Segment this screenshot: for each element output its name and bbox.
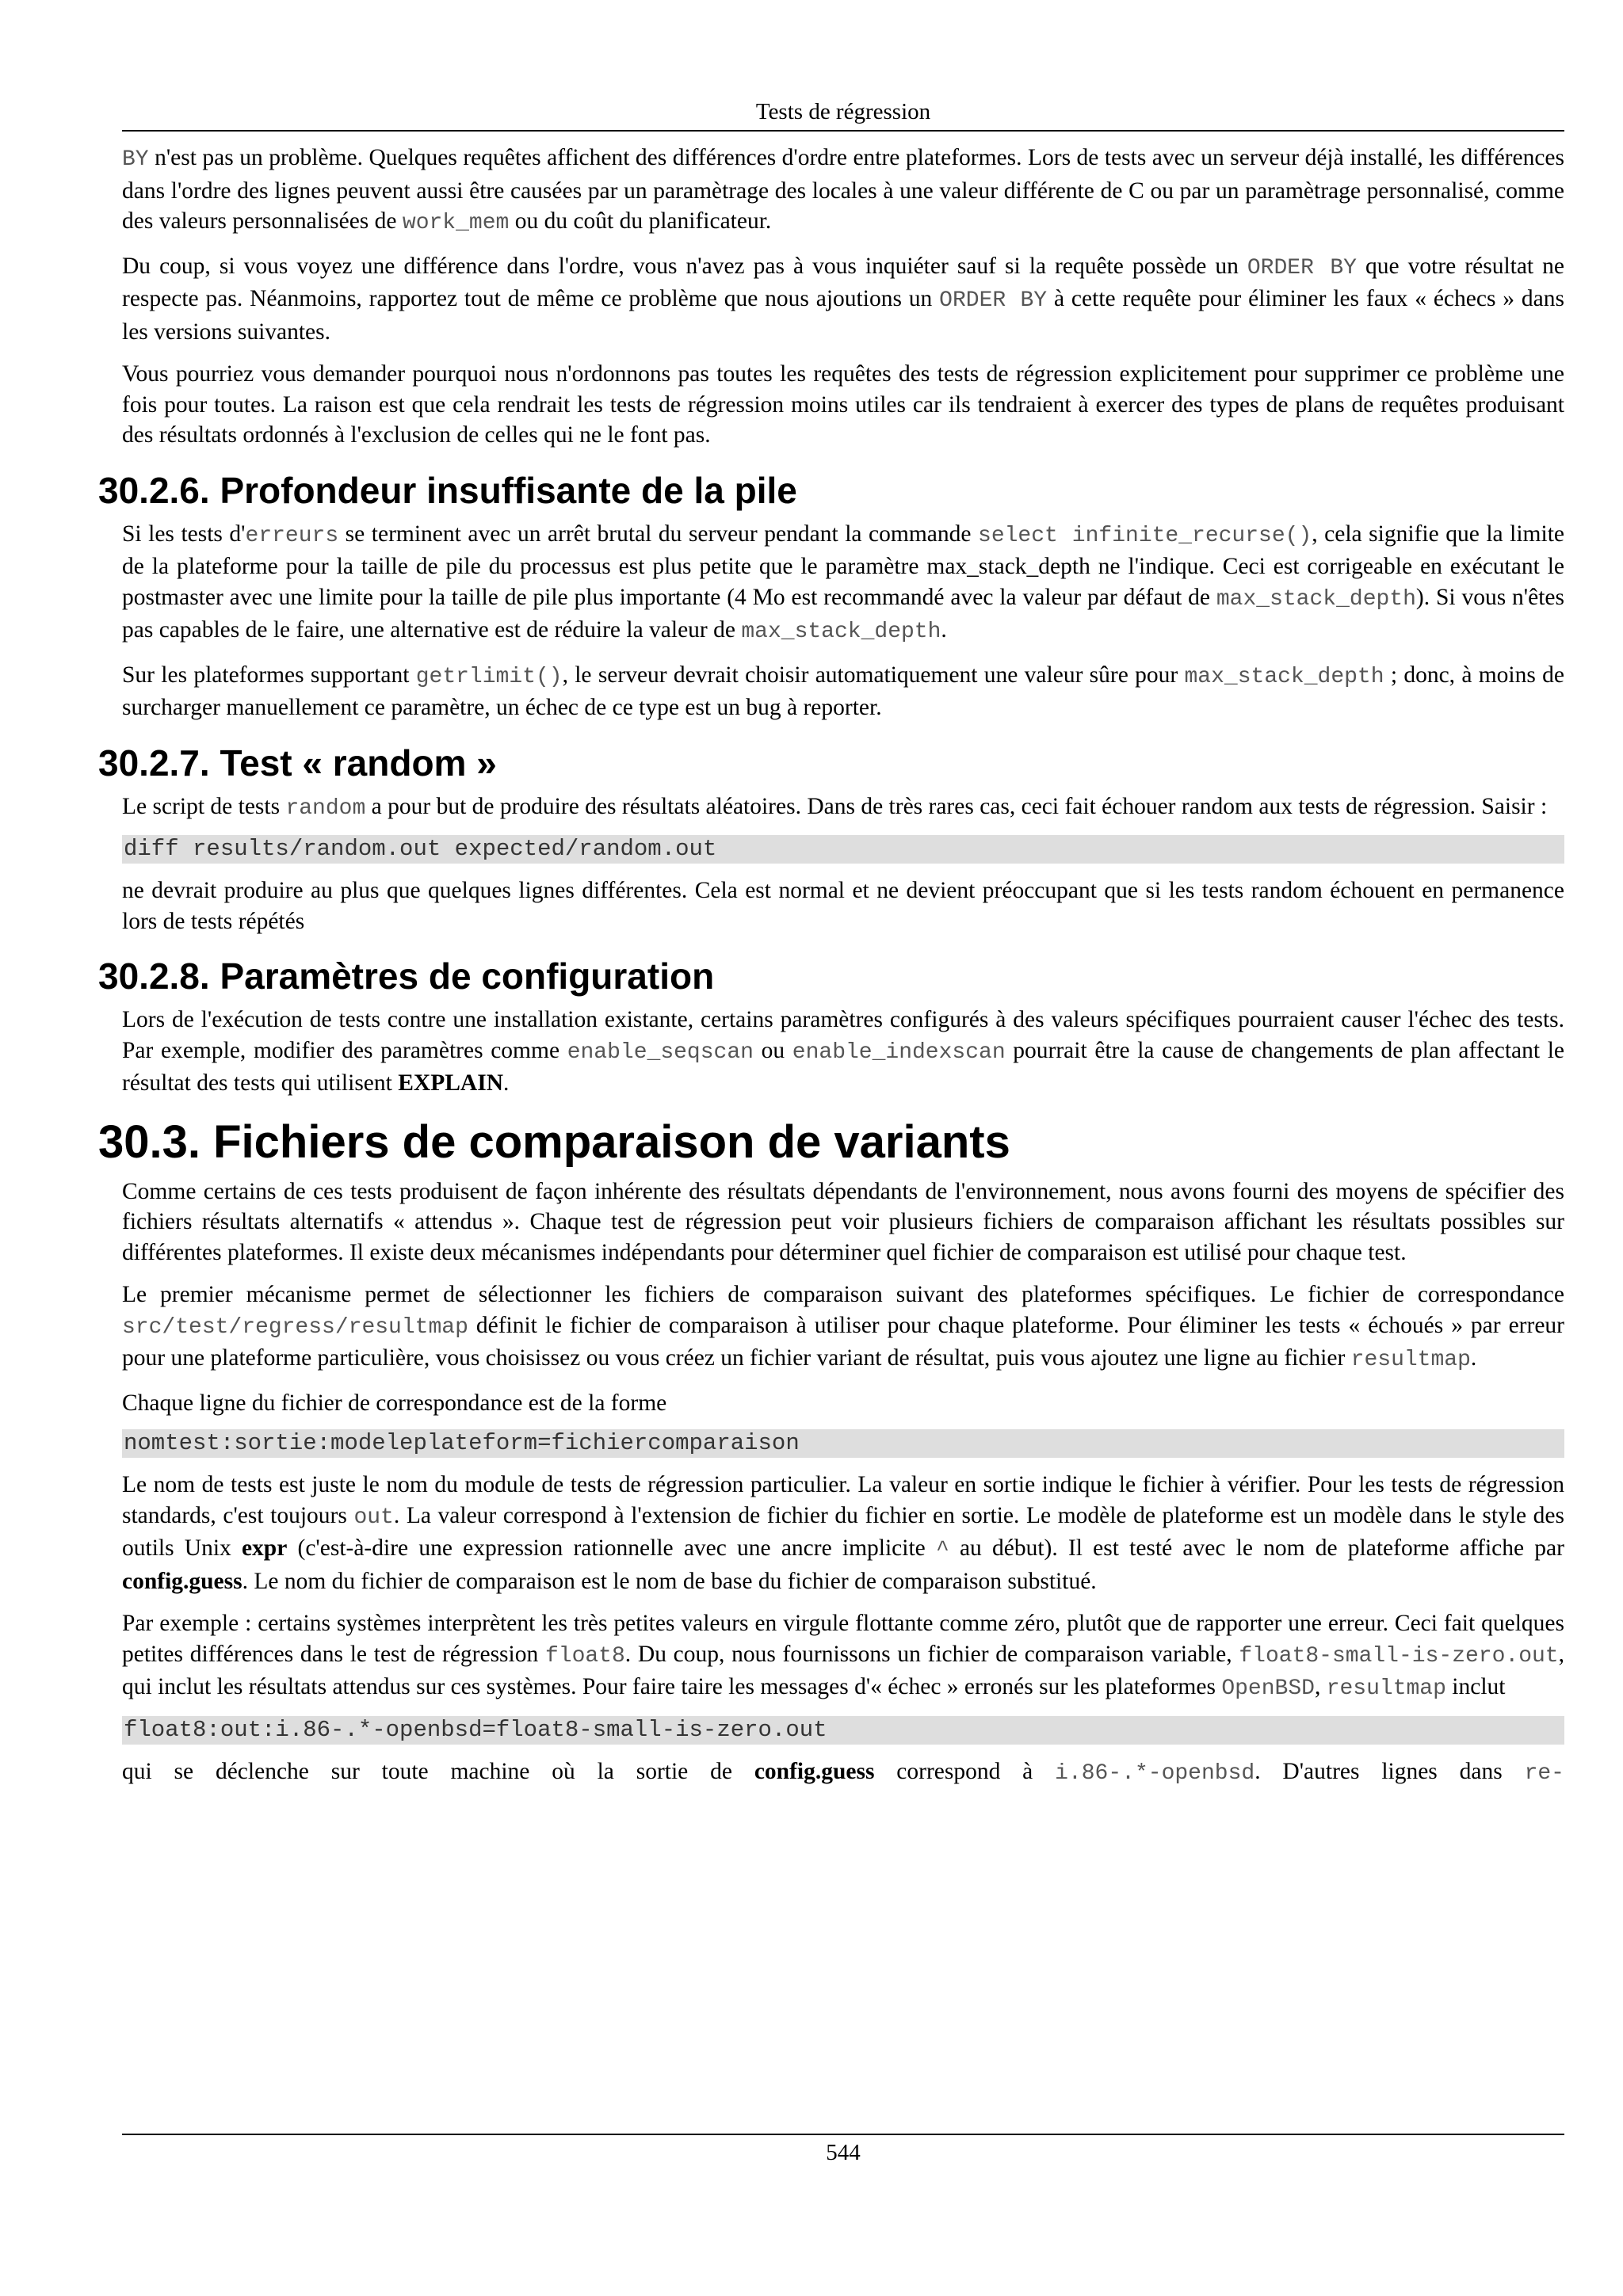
code-block-resultmap-format: nomtest:sortie:modeleplateform=fichiercomparaison bbox=[122, 1429, 1564, 1458]
bold-term: config.guess bbox=[754, 1758, 875, 1784]
intro-paragraph-1 bbox=[122, 143, 1564, 239]
inline-code: getrlimit() bbox=[415, 664, 563, 689]
bold-term: EXPLAIN bbox=[398, 1070, 503, 1096]
text-run: Si les tests d' bbox=[122, 521, 246, 547]
inline-code: resultmap bbox=[1350, 1348, 1471, 1372]
s227-paragraph-1 bbox=[122, 791, 1564, 825]
text-run: , bbox=[1314, 1674, 1327, 1699]
text-run: Le premier mécanisme permet de sélectionner les fichiers de comparaison suivant des plateformes spécifiques. Le fichier de correspondance bbox=[122, 1282, 1564, 1307]
page-number: 544 bbox=[122, 2134, 1564, 2168]
inline-code: select infinite_recurse() bbox=[978, 523, 1312, 548]
text-run: Sur les plateformes supportant bbox=[122, 662, 416, 688]
intro-paragraph-3: Vous pourriez vous demander pourquoi nous n'ordonnons pas toutes les requêtes des tests de régression explicitement pour supprimer ce problème une fois pour toutes. La raison est que cela rendrait les tests de régression moins utiles car ils tendraient à exercer des types de plans de requêtes produisant des résultats ordonnés à l'exclusion de celles qui ne le font pas. bbox=[122, 361, 1564, 448]
text-run: ou du coût du planificateur. bbox=[509, 208, 772, 234]
inline-code: ^ bbox=[935, 1538, 949, 1562]
inline-code: BY bbox=[122, 147, 149, 172]
inline-code: random bbox=[285, 795, 366, 821]
s303-paragraph-2 bbox=[122, 1280, 1564, 1376]
text-run: , le serveur devrait choisir automatiquement une valeur sûre pour bbox=[562, 662, 1185, 688]
s227-paragraph-2: ne devrait produire au plus que quelques lignes différentes. Cela est normal et ne devient préoccupant que si les tests random échouent en permanence lors de tests répétés bbox=[122, 878, 1564, 934]
inline-code: ORDER BY bbox=[939, 288, 1048, 313]
code-block-float8-resultmap: float8:out:i.86-.*-openbsd=float8-small-is-zero.out bbox=[122, 1716, 1564, 1745]
s303-paragraph-5 bbox=[122, 1608, 1564, 1705]
text-run: à cette requête pour éliminer les faux « échecs » dans les versions suivantes. bbox=[122, 286, 1564, 345]
text-run: n'est pas un problème. Quelques requêtes affichent des différences d'ordre entre plateformes. Lors de tests avec un serveur déjà installé, les différences dans l'ordre des lignes peuvent aussi être causées par un paramètrage des locales à une valeur différente de C ou par un paramètrage personnalisé, comme des valeurs personnalisées de bbox=[122, 145, 1564, 234]
document-page bbox=[98, 93, 1565, 1789]
text-run: au début). Il est testé avec le nom de plateforme affiche par bbox=[949, 1535, 1564, 1561]
section-heading-30-3: 30.3. Fichiers de comparaison de variants bbox=[98, 1116, 1010, 1168]
text-run: Lors de l'exécution de tests contre une installation existante, certains paramètres configurés à des valeurs spécifiques pourraient causer l'échec des tests. Par exemple, modifier des paramètres comme bbox=[122, 1007, 1564, 1063]
text-run: pourrait être la cause de changements de plan affectant le résultat des tests qui utilisent bbox=[122, 1037, 1564, 1096]
section-heading-30-2-8: 30.2.8. Paramètres de configuration bbox=[98, 955, 715, 997]
text-run: se terminent avec un arrêt brutal du serveur pendant la commande bbox=[338, 521, 979, 547]
text-run: . bbox=[941, 617, 947, 643]
text-run: Le nom de tests est juste le nom du module de tests de régression particulier. La valeur en sortie indique le fichier à vérifier. Pour les tests de régression standards, c'est toujours bbox=[122, 1472, 1564, 1528]
text-run: . bbox=[503, 1070, 510, 1096]
text-run: Par exemple : certains systèmes interprètent les très petites valeurs en virgule flottante comme zéro, plutôt que de rapporter une erreur. Ceci fait quelques petites différences dans le test de régression bbox=[122, 1611, 1564, 1667]
running-header: Tests de régression bbox=[122, 93, 1564, 132]
text-run: correspond à bbox=[874, 1758, 1056, 1784]
inline-code: re- bbox=[1524, 1760, 1564, 1786]
inline-code: src/test/regress/resultmap bbox=[122, 1314, 468, 1340]
page-body bbox=[98, 143, 1565, 1789]
text-run: (c'est-à-dire une expression rationnelle avec une ancre implicite bbox=[287, 1535, 936, 1561]
inline-code: resultmap bbox=[1326, 1676, 1446, 1701]
text-run: . Du coup, nous fournissons un fichier de comparaison variable, bbox=[624, 1641, 1239, 1667]
inline-code: out bbox=[353, 1505, 394, 1530]
text-run: ). Si vous n'êtes pas capables de le faire, une alternative est de réduire la valeur de bbox=[122, 584, 1564, 643]
text-run: . bbox=[1470, 1345, 1477, 1371]
inline-code: OpenBSD bbox=[1221, 1676, 1315, 1701]
s303-paragraph-4 bbox=[122, 1470, 1564, 1596]
text-run: qui se déclenche sur toute machine où la sortie de bbox=[122, 1758, 754, 1784]
text-run: a pour but de produire des résultats aléatoires. Dans de très rares cas, ceci fait échouer random aux tests de régression. Saisir : bbox=[365, 793, 1548, 819]
inline-code: erreurs bbox=[245, 523, 339, 548]
bold-term: config.guess bbox=[122, 1568, 242, 1594]
text-run: ou bbox=[753, 1037, 792, 1063]
intro-paragraph-2 bbox=[122, 251, 1564, 348]
text-run: que votre résultat ne respecte pas. Néanmoins, rapportez tout de même ce problème que nous ajoutions un bbox=[122, 253, 1565, 311]
code-block-diff: diff results/random.out expected/random.out bbox=[122, 835, 1564, 864]
inline-code: work_mem bbox=[402, 211, 510, 235]
inline-code: ORDER BY bbox=[1247, 255, 1357, 280]
inline-code: max_stack_depth bbox=[741, 620, 941, 644]
s226-paragraph-2 bbox=[122, 660, 1564, 723]
inline-code: float8-small-is-zero.out bbox=[1239, 1643, 1559, 1669]
s303-paragraph-1: Comme certains de ces tests produisent de façon inhérente des résultats dépendants de l'environnement, nous avons fourni des moyens de spécifier des fichiers résultats alternatifs « attendus ». Chaque test de régression peut voir plusieurs fichiers de comparaison affichant les résultats possibles sur différentes plateformes. Il existe deux mécanismes indépendants pour déterminer quel fichier de comparaison est utilisé pour chaque test. bbox=[122, 1178, 1564, 1265]
s228-paragraph-1 bbox=[122, 1005, 1564, 1099]
text-run: Le script de tests bbox=[122, 793, 286, 819]
s226-paragraph-1 bbox=[122, 519, 1564, 648]
s303-paragraph-6 bbox=[122, 1756, 1564, 1790]
inline-code: enable_seqscan bbox=[567, 1039, 754, 1065]
inline-code: float8 bbox=[544, 1643, 625, 1669]
text-run: inclut bbox=[1445, 1674, 1506, 1699]
inline-code: max_stack_depth bbox=[1184, 664, 1384, 689]
text-run: définit le fichier de comparaison à utiliser pour chaque plateforme. Pour éliminer les tests « échoués » par erreur pour une plateforme particulière, vous choisissez ou vous créez un fichier variant de résultat, puis vous ajoutez une ligne au fichier bbox=[122, 1312, 1564, 1371]
inline-code: i.86-.*-openbsd bbox=[1055, 1760, 1255, 1786]
inline-code: enable_indexscan bbox=[792, 1039, 1006, 1065]
s303-paragraph-3: Chaque ligne du fichier de correspondance est de la forme bbox=[122, 1390, 667, 1416]
section-heading-30-2-7: 30.2.7. Test « random » bbox=[98, 742, 497, 784]
text-run: ; donc, à moins de surcharger manuellement ce paramètre, un échec de ce type est un bug à reporter. bbox=[122, 662, 1564, 720]
text-run: , qui inclut les résultats attendus sur ces systèmes. Pour faire taire les messages d'« échec » erronés sur les plateformes bbox=[122, 1641, 1564, 1699]
bold-term: expr bbox=[241, 1535, 288, 1561]
text-run: . Le nom du fichier de comparaison est le nom de base du fichier de comparaison substitué. bbox=[242, 1568, 1097, 1594]
section-heading-30-2-6: 30.2.6. Profondeur insuffisante de la pile bbox=[98, 469, 797, 511]
text-run: , cela signifie que la limite de la plateforme pour la taille de pile du processus est plus petite que le paramètre max_stack_depth ne l'indique. Ceci est corrigeable en exécutant le postmaster avec une limite pour la taille de pile plus importante (4 Mo est recommandé avec la valeur par défaut de bbox=[122, 521, 1564, 610]
text-run: . La valeur correspond à l'extension de fichier du fichier en sortie. Le modèle de plateforme est un modèle dans le style des outils Unix bbox=[122, 1502, 1564, 1561]
text-run: Du coup, si vous voyez une différence dans l'ordre, vous n'avez pas à vous inquiéter sauf si la requête possède un bbox=[122, 253, 1247, 279]
inline-code: max_stack_depth bbox=[1216, 586, 1416, 612]
text-run: . D'autres lignes dans bbox=[1254, 1758, 1525, 1784]
